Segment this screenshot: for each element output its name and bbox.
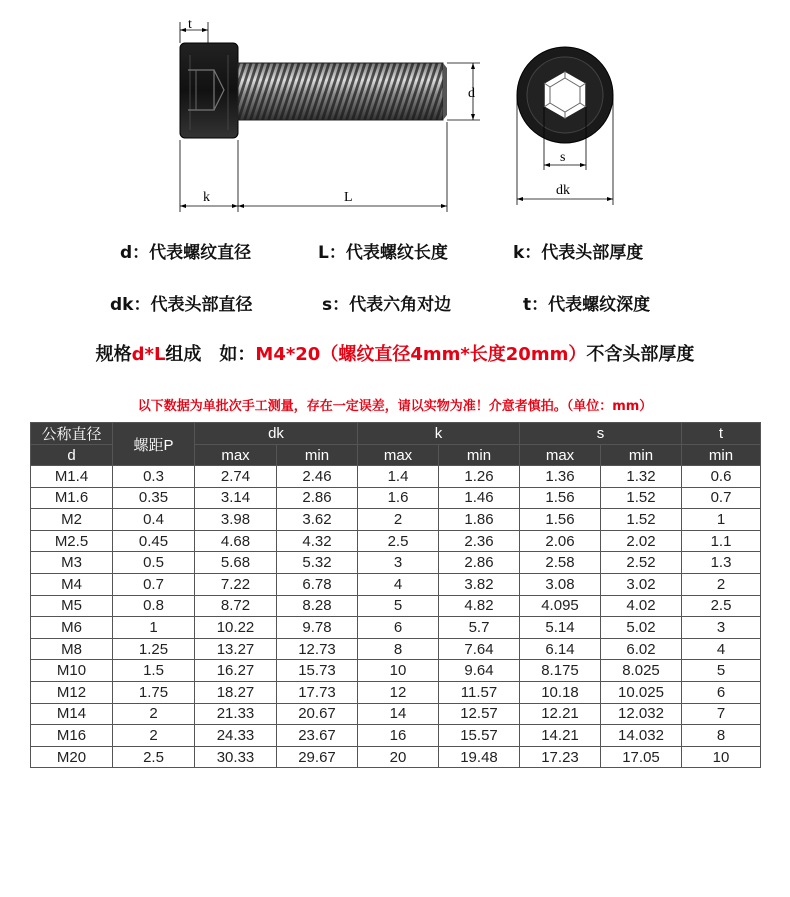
cell-t-min: 0.7 xyxy=(682,487,761,509)
header-s-min: min xyxy=(601,445,682,466)
table-row xyxy=(31,487,761,509)
header-k: k xyxy=(358,423,520,445)
cell-dk-min: 29.67 xyxy=(277,746,358,768)
cell-k-min: 11.57 xyxy=(439,681,520,703)
cell-s-max: 17.23 xyxy=(520,746,601,768)
cell-k-max: 16 xyxy=(358,725,439,747)
cell-dk-min: 8.28 xyxy=(277,595,358,617)
cell-dk-min: 17.73 xyxy=(277,681,358,703)
table-row xyxy=(31,638,761,660)
cell-nominal: M16 xyxy=(31,725,113,747)
legend-d: d：代表螺纹直径 xyxy=(120,243,252,263)
cell-k-max: 2 xyxy=(358,509,439,531)
cell-k-min: 7.64 xyxy=(439,638,520,660)
cell-t-min: 10 xyxy=(682,746,761,768)
dim-label-dk: dk xyxy=(556,183,570,198)
dim-label-L: L xyxy=(344,190,353,205)
table-row xyxy=(31,552,761,574)
cell-t-min: 7 xyxy=(682,703,761,725)
cell-s-min: 2.02 xyxy=(601,530,682,552)
cell-k-max: 20 xyxy=(358,746,439,768)
table-row xyxy=(31,617,761,639)
cell-dk-max: 30.33 xyxy=(195,746,277,768)
table-row xyxy=(31,703,761,725)
cell-pitch: 2 xyxy=(113,725,195,747)
cell-s-min: 6.02 xyxy=(601,638,682,660)
cell-t-min: 0.6 xyxy=(682,466,761,488)
cell-pitch: 0.35 xyxy=(113,487,195,509)
cell-dk-min: 12.73 xyxy=(277,638,358,660)
cell-dk-min: 2.86 xyxy=(277,487,358,509)
cell-k-max: 5 xyxy=(358,595,439,617)
table-row xyxy=(31,466,761,488)
cell-s-max: 6.14 xyxy=(520,638,601,660)
cell-nominal: M2.5 xyxy=(31,530,113,552)
cell-s-min: 10.025 xyxy=(601,681,682,703)
cell-t-min: 6 xyxy=(682,681,761,703)
cell-dk-max: 10.22 xyxy=(195,617,277,639)
header-nominal-d: d xyxy=(31,445,113,466)
cell-k-max: 3 xyxy=(358,552,439,574)
cell-dk-max: 3.98 xyxy=(195,509,277,531)
cell-dk-min: 3.62 xyxy=(277,509,358,531)
table-row xyxy=(31,660,761,682)
header-k-min: min xyxy=(439,445,520,466)
cell-dk-max: 2.74 xyxy=(195,466,277,488)
cell-pitch: 0.5 xyxy=(113,552,195,574)
legend-s: s：代表六角对边 xyxy=(322,295,452,315)
cell-s-min: 5.02 xyxy=(601,617,682,639)
table-row xyxy=(31,595,761,617)
table-row xyxy=(31,681,761,703)
cell-k-min: 9.64 xyxy=(439,660,520,682)
table-row xyxy=(31,746,761,768)
cell-k-min: 1.26 xyxy=(439,466,520,488)
cell-k-min: 2.86 xyxy=(439,552,520,574)
cell-pitch: 1 xyxy=(113,617,195,639)
cell-pitch: 1.25 xyxy=(113,638,195,660)
cell-k-min: 15.57 xyxy=(439,725,520,747)
dim-label-k: k xyxy=(203,190,210,205)
cell-s-max: 3.08 xyxy=(520,573,601,595)
cell-k-max: 14 xyxy=(358,703,439,725)
cell-s-min: 1.32 xyxy=(601,466,682,488)
cell-t-min: 5 xyxy=(682,660,761,682)
cell-k-min: 2.36 xyxy=(439,530,520,552)
spec-mid: 组成 如： xyxy=(165,344,256,365)
cell-dk-min: 23.67 xyxy=(277,725,358,747)
cell-s-max: 14.21 xyxy=(520,725,601,747)
cell-dk-max: 8.72 xyxy=(195,595,277,617)
cell-nominal: M20 xyxy=(31,746,113,768)
cell-k-max: 8 xyxy=(358,638,439,660)
screw-end-view xyxy=(517,47,613,143)
legend-L: L：代表螺纹长度 xyxy=(318,243,448,263)
table-row xyxy=(31,530,761,552)
cell-dk-min: 20.67 xyxy=(277,703,358,725)
cell-k-max: 4 xyxy=(358,573,439,595)
cell-pitch: 0.8 xyxy=(113,595,195,617)
cell-pitch: 1.5 xyxy=(113,660,195,682)
cell-dk-max: 18.27 xyxy=(195,681,277,703)
spec-format-line xyxy=(0,340,790,366)
header-pitch: 螺距P xyxy=(113,423,195,466)
cell-pitch: 2.5 xyxy=(113,746,195,768)
header-t: t xyxy=(682,423,761,445)
cell-nominal: M14 xyxy=(31,703,113,725)
dim-label-s: s xyxy=(560,150,566,165)
dim-label-t: t xyxy=(188,17,192,32)
cell-s-min: 4.02 xyxy=(601,595,682,617)
cell-nominal: M10 xyxy=(31,660,113,682)
cell-nominal: M6 xyxy=(31,617,113,639)
cell-dk-min: 6.78 xyxy=(277,573,358,595)
legend-t: t：代表螺纹深度 xyxy=(523,295,651,315)
cell-dk-max: 24.33 xyxy=(195,725,277,747)
cell-s-min: 1.52 xyxy=(601,509,682,531)
table-row xyxy=(31,509,761,531)
cell-t-min: 1.3 xyxy=(682,552,761,574)
cell-t-min: 2.5 xyxy=(682,595,761,617)
cell-k-max: 2.5 xyxy=(358,530,439,552)
header-nominal: 公称直径 xyxy=(31,423,113,445)
cell-nominal: M5 xyxy=(31,595,113,617)
cell-k-max: 1.4 xyxy=(358,466,439,488)
header-s-max: max xyxy=(520,445,601,466)
cell-dk-min: 15.73 xyxy=(277,660,358,682)
cell-dk-min: 4.32 xyxy=(277,530,358,552)
cell-k-max: 6 xyxy=(358,617,439,639)
cell-s-min: 2.52 xyxy=(601,552,682,574)
cell-dk-min: 5.32 xyxy=(277,552,358,574)
cell-k-max: 12 xyxy=(358,681,439,703)
table-header-top xyxy=(31,423,761,445)
legend-k: k：代表头部厚度 xyxy=(513,243,644,263)
cell-nominal: M2 xyxy=(31,509,113,531)
cell-s-max: 1.36 xyxy=(520,466,601,488)
header-dk: dk xyxy=(195,423,358,445)
cell-pitch: 1.75 xyxy=(113,681,195,703)
cell-nominal: M3 xyxy=(31,552,113,574)
cell-dk-max: 16.27 xyxy=(195,660,277,682)
measurement-notice: 以下数据为单批次手工测量，存在一定误差，请以实物为准！介意者慎拍。（单位：mm） xyxy=(137,399,653,414)
cell-k-max: 10 xyxy=(358,660,439,682)
cell-s-max: 10.18 xyxy=(520,681,601,703)
cell-dk-max: 7.22 xyxy=(195,573,277,595)
cell-s-max: 4.095 xyxy=(520,595,601,617)
cell-s-min: 1.52 xyxy=(601,487,682,509)
cell-s-max: 5.14 xyxy=(520,617,601,639)
spec-suffix: 不含头部厚度 xyxy=(586,344,695,365)
cell-s-max: 2.06 xyxy=(520,530,601,552)
cell-s-min: 14.032 xyxy=(601,725,682,747)
cell-k-min: 3.82 xyxy=(439,573,520,595)
cell-k-min: 1.46 xyxy=(439,487,520,509)
cell-pitch: 0.3 xyxy=(113,466,195,488)
table-row xyxy=(31,725,761,747)
cell-s-max: 1.56 xyxy=(520,509,601,531)
cell-k-max: 1.6 xyxy=(358,487,439,509)
cell-s-max: 2.58 xyxy=(520,552,601,574)
spec-example: M4*20（螺纹直径4mm*长度20mm） xyxy=(255,344,587,365)
cell-dk-max: 13.27 xyxy=(195,638,277,660)
cell-t-min: 1 xyxy=(682,509,761,531)
cell-dk-max: 4.68 xyxy=(195,530,277,552)
dim-label-d: d xyxy=(468,86,475,101)
cell-k-min: 5.7 xyxy=(439,617,520,639)
spec-formula: d*L xyxy=(131,344,166,365)
cell-k-min: 1.86 xyxy=(439,509,520,531)
cell-k-min: 19.48 xyxy=(439,746,520,768)
cell-s-min: 17.05 xyxy=(601,746,682,768)
header-dk-max: max xyxy=(195,445,277,466)
cell-pitch: 2 xyxy=(113,703,195,725)
header-dk-min: min xyxy=(277,445,358,466)
cell-t-min: 2 xyxy=(682,573,761,595)
header-t-min: min xyxy=(682,445,761,466)
cell-pitch: 0.4 xyxy=(113,509,195,531)
cell-s-min: 12.032 xyxy=(601,703,682,725)
cell-s-max: 1.56 xyxy=(520,487,601,509)
cell-dk-max: 3.14 xyxy=(195,487,277,509)
cell-t-min: 1.1 xyxy=(682,530,761,552)
cell-nominal: M1.6 xyxy=(31,487,113,509)
cell-pitch: 0.7 xyxy=(113,573,195,595)
header-k-max: max xyxy=(358,445,439,466)
cell-dk-min: 2.46 xyxy=(277,466,358,488)
cell-dk-min: 9.78 xyxy=(277,617,358,639)
cell-s-max: 12.21 xyxy=(520,703,601,725)
cell-nominal: M4 xyxy=(31,573,113,595)
screw-side-view xyxy=(180,43,447,138)
spec-table xyxy=(30,422,761,768)
cell-dk-max: 21.33 xyxy=(195,703,277,725)
cell-k-min: 12.57 xyxy=(439,703,520,725)
cell-pitch: 0.45 xyxy=(113,530,195,552)
legend-dk: dk：代表头部直径 xyxy=(110,295,253,315)
cell-t-min: 8 xyxy=(682,725,761,747)
table-row xyxy=(31,573,761,595)
cell-t-min: 4 xyxy=(682,638,761,660)
cell-k-min: 4.82 xyxy=(439,595,520,617)
spec-table-body xyxy=(31,466,761,768)
cell-dk-max: 5.68 xyxy=(195,552,277,574)
cell-nominal: M8 xyxy=(31,638,113,660)
screw-dimension-diagram xyxy=(0,0,790,230)
cell-nominal: M1.4 xyxy=(31,466,113,488)
cell-nominal: M12 xyxy=(31,681,113,703)
cell-s-min: 3.02 xyxy=(601,573,682,595)
cell-s-max: 8.175 xyxy=(520,660,601,682)
spec-prefix: 规格 xyxy=(95,344,132,365)
cell-t-min: 3 xyxy=(682,617,761,639)
cell-s-min: 8.025 xyxy=(601,660,682,682)
header-s: s xyxy=(520,423,682,445)
